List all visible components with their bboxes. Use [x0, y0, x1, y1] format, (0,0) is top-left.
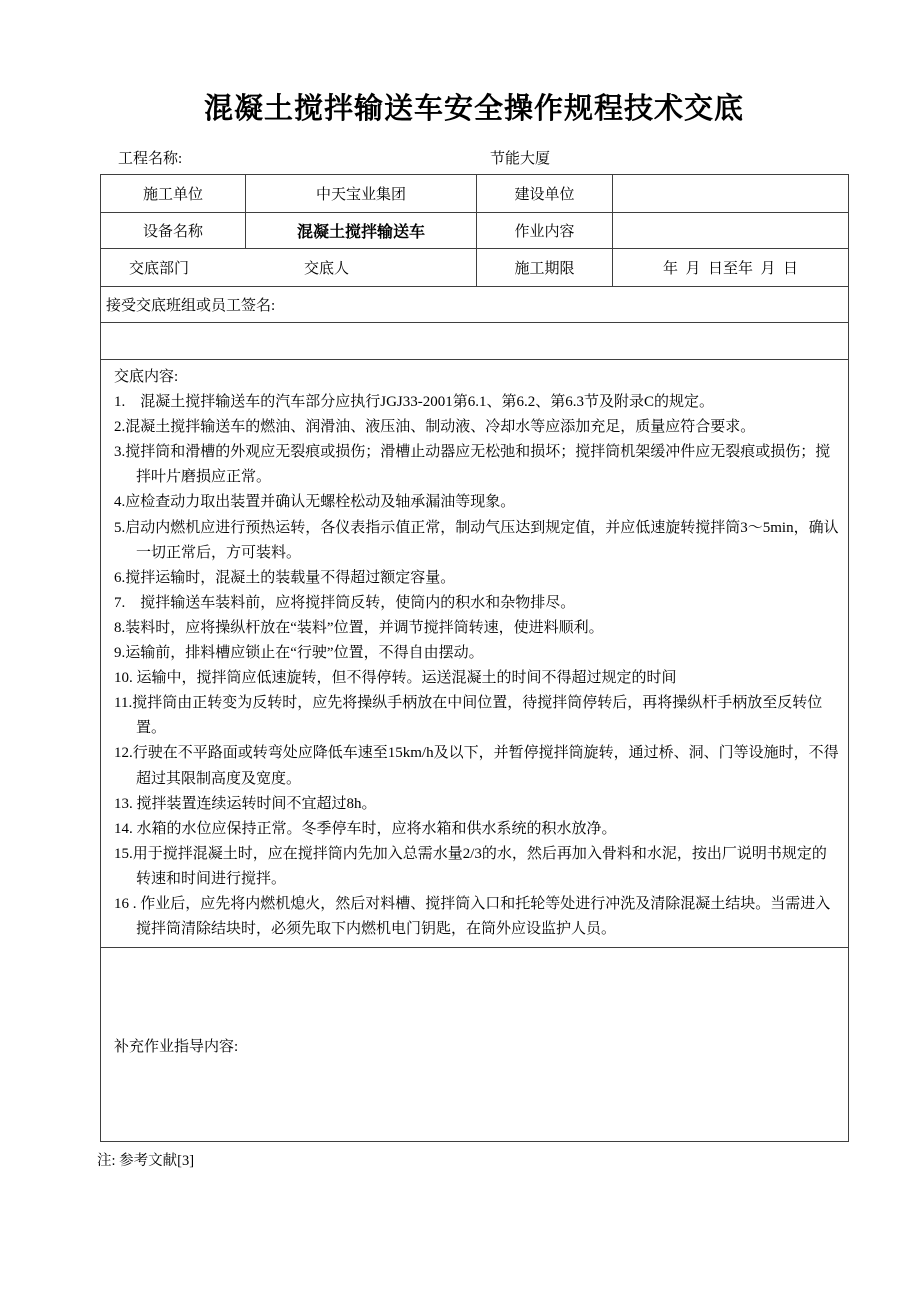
disclosure-item-15: 15.用于搅拌混凝土时，应在搅拌筒内先加入总需水量2/3的水，然后再加入骨料和水泥，按出厂说明书规定的转速和时间进行搅拌。 [114, 845, 827, 887]
disclosure-dept-label: 交底部门 [129, 261, 190, 277]
table-row-supplement [101, 948, 849, 1142]
disclosure-dept-cell [101, 249, 477, 287]
project-name-row [100, 147, 848, 169]
disclosure-item-3: 3.搅拌筒和滑槽的外观应无裂痕或损伤；滑槽止动器应无松弛和损坏；搅拌筒机架缓冲件应无裂痕或损伤；搅拌叶片磨损应正常。 [114, 444, 831, 486]
table-row-equipment [101, 213, 849, 249]
disclosure-table [100, 174, 849, 1142]
construction-period-label: 施工期限 [477, 249, 613, 287]
disclosure-content-heading: 交底内容: [114, 369, 179, 385]
work-content-label: 作业内容 [477, 213, 613, 249]
signature-label: 接受交底班组或员工签名: [106, 298, 276, 314]
supplement-cell [101, 948, 849, 1142]
building-unit-value [613, 175, 849, 213]
disclosure-item-16: 16 . 作业后，应先将内燃机熄火，然后对料槽、搅拌筒入口和托轮等处进行冲洗及清除混凝土结块。当需进入 搅拌筒清除结块时，必须先取下内燃机电门钥匙，在筒外应设监护人员。 [114, 895, 831, 938]
disclosure-item-14: 14. 水箱的水位应保持正常。冬季停车时，应将水箱和供水系统的积水放净。 [114, 820, 617, 837]
equipment-name-label: 设备名称 [101, 213, 246, 249]
supplement-heading: 补充作业指导内容: [114, 1039, 239, 1055]
disclosure-content-cell [101, 360, 849, 948]
disclosure-item-1: 1. 混凝土搅拌输送车的汽车部分应执行JGJ33-2001第6.1、第6.2、第6.3节及附录C的规定。 [114, 394, 715, 411]
project-name-label: 工程名称: [118, 151, 183, 167]
disclosure-item-4: 4.应检查动力取出装置并确认无螺栓松动及轴承漏油等现象。 [114, 494, 516, 511]
table-row-units [101, 175, 849, 213]
disclosure-item-10: 10. 运输中，搅拌筒应低速旋转，但不得停转。运送混凝土的时间不得超过规定的时间 [114, 670, 677, 687]
signature-cell [101, 287, 849, 323]
disclosure-item-12: 12.行驶在不平路面或转弯处应降低车速至15km/h及以下，并暂停搅拌筒旋转，通过桥、洞、门等设施时，不得超过其限制高度及宽度。 [114, 745, 839, 787]
signature-blank-cell [101, 323, 849, 360]
disclosure-person-label: 交底人 [304, 261, 350, 277]
disclosure-item-13: 13. 搅拌装置连续运转时间不宜超过8h。 [114, 795, 377, 812]
disclosure-item-6: 6.搅拌运输时，混凝土的装载量不得超过额定容量。 [114, 569, 456, 586]
disclosure-item-9: 9.运输前，排料槽应锁止在“行驶”位置，不得自由摆动。 [114, 645, 484, 662]
building-unit-label: 建设单位 [477, 175, 613, 213]
table-row-signature [101, 287, 849, 323]
disclosure-item-8: 8.装料时，应将操纵杆放在“装料”位置，并调节搅拌筒转速，使进料顺利。 [114, 619, 604, 636]
work-content-value [613, 213, 849, 249]
disclosure-item-2: 2.混凝土搅拌输送车的燃油、润滑油、液压油、制动液、冷却水等应添加充足，质量应符合要求。 [114, 419, 756, 436]
project-name-value: 节能大厦 [490, 151, 551, 167]
footnote: 注: 参考文献[3] [97, 1153, 195, 1169]
disclosure-item-11: 11.搅拌筒由正转变为反转时，应先将操纵手柄放在中间位置，待搅拌筒停转后，再将操纵杆手柄放至反转位置。 [114, 695, 823, 737]
construction-unit-value: 中天宝业集团 [246, 175, 477, 213]
disclosure-item-5: 5.启动内燃机应进行预热运转，各仪表指示值正常，制动气压达到规定值，并应低速旋转搅拌筒3〜5min，确认一切正常后，方可装料。 [114, 519, 839, 561]
equipment-name-value: 混凝土搅拌输送车 [246, 213, 477, 249]
table-row-disclosure-content [101, 360, 849, 948]
table-row-disclosure-dept [101, 249, 849, 287]
construction-unit-label: 施工单位 [101, 175, 246, 213]
construction-period-value: 年 月 日至年 月 日 [613, 249, 849, 287]
table-row-signature-blank [101, 323, 849, 360]
page-title: 混凝土搅拌输送车安全操作规程技术交底 [203, 93, 744, 125]
disclosure-item-7: 7. 搅拌输送车装料前，应将搅拌筒反转，使筒内的积水和杂物排尽。 [114, 594, 576, 611]
